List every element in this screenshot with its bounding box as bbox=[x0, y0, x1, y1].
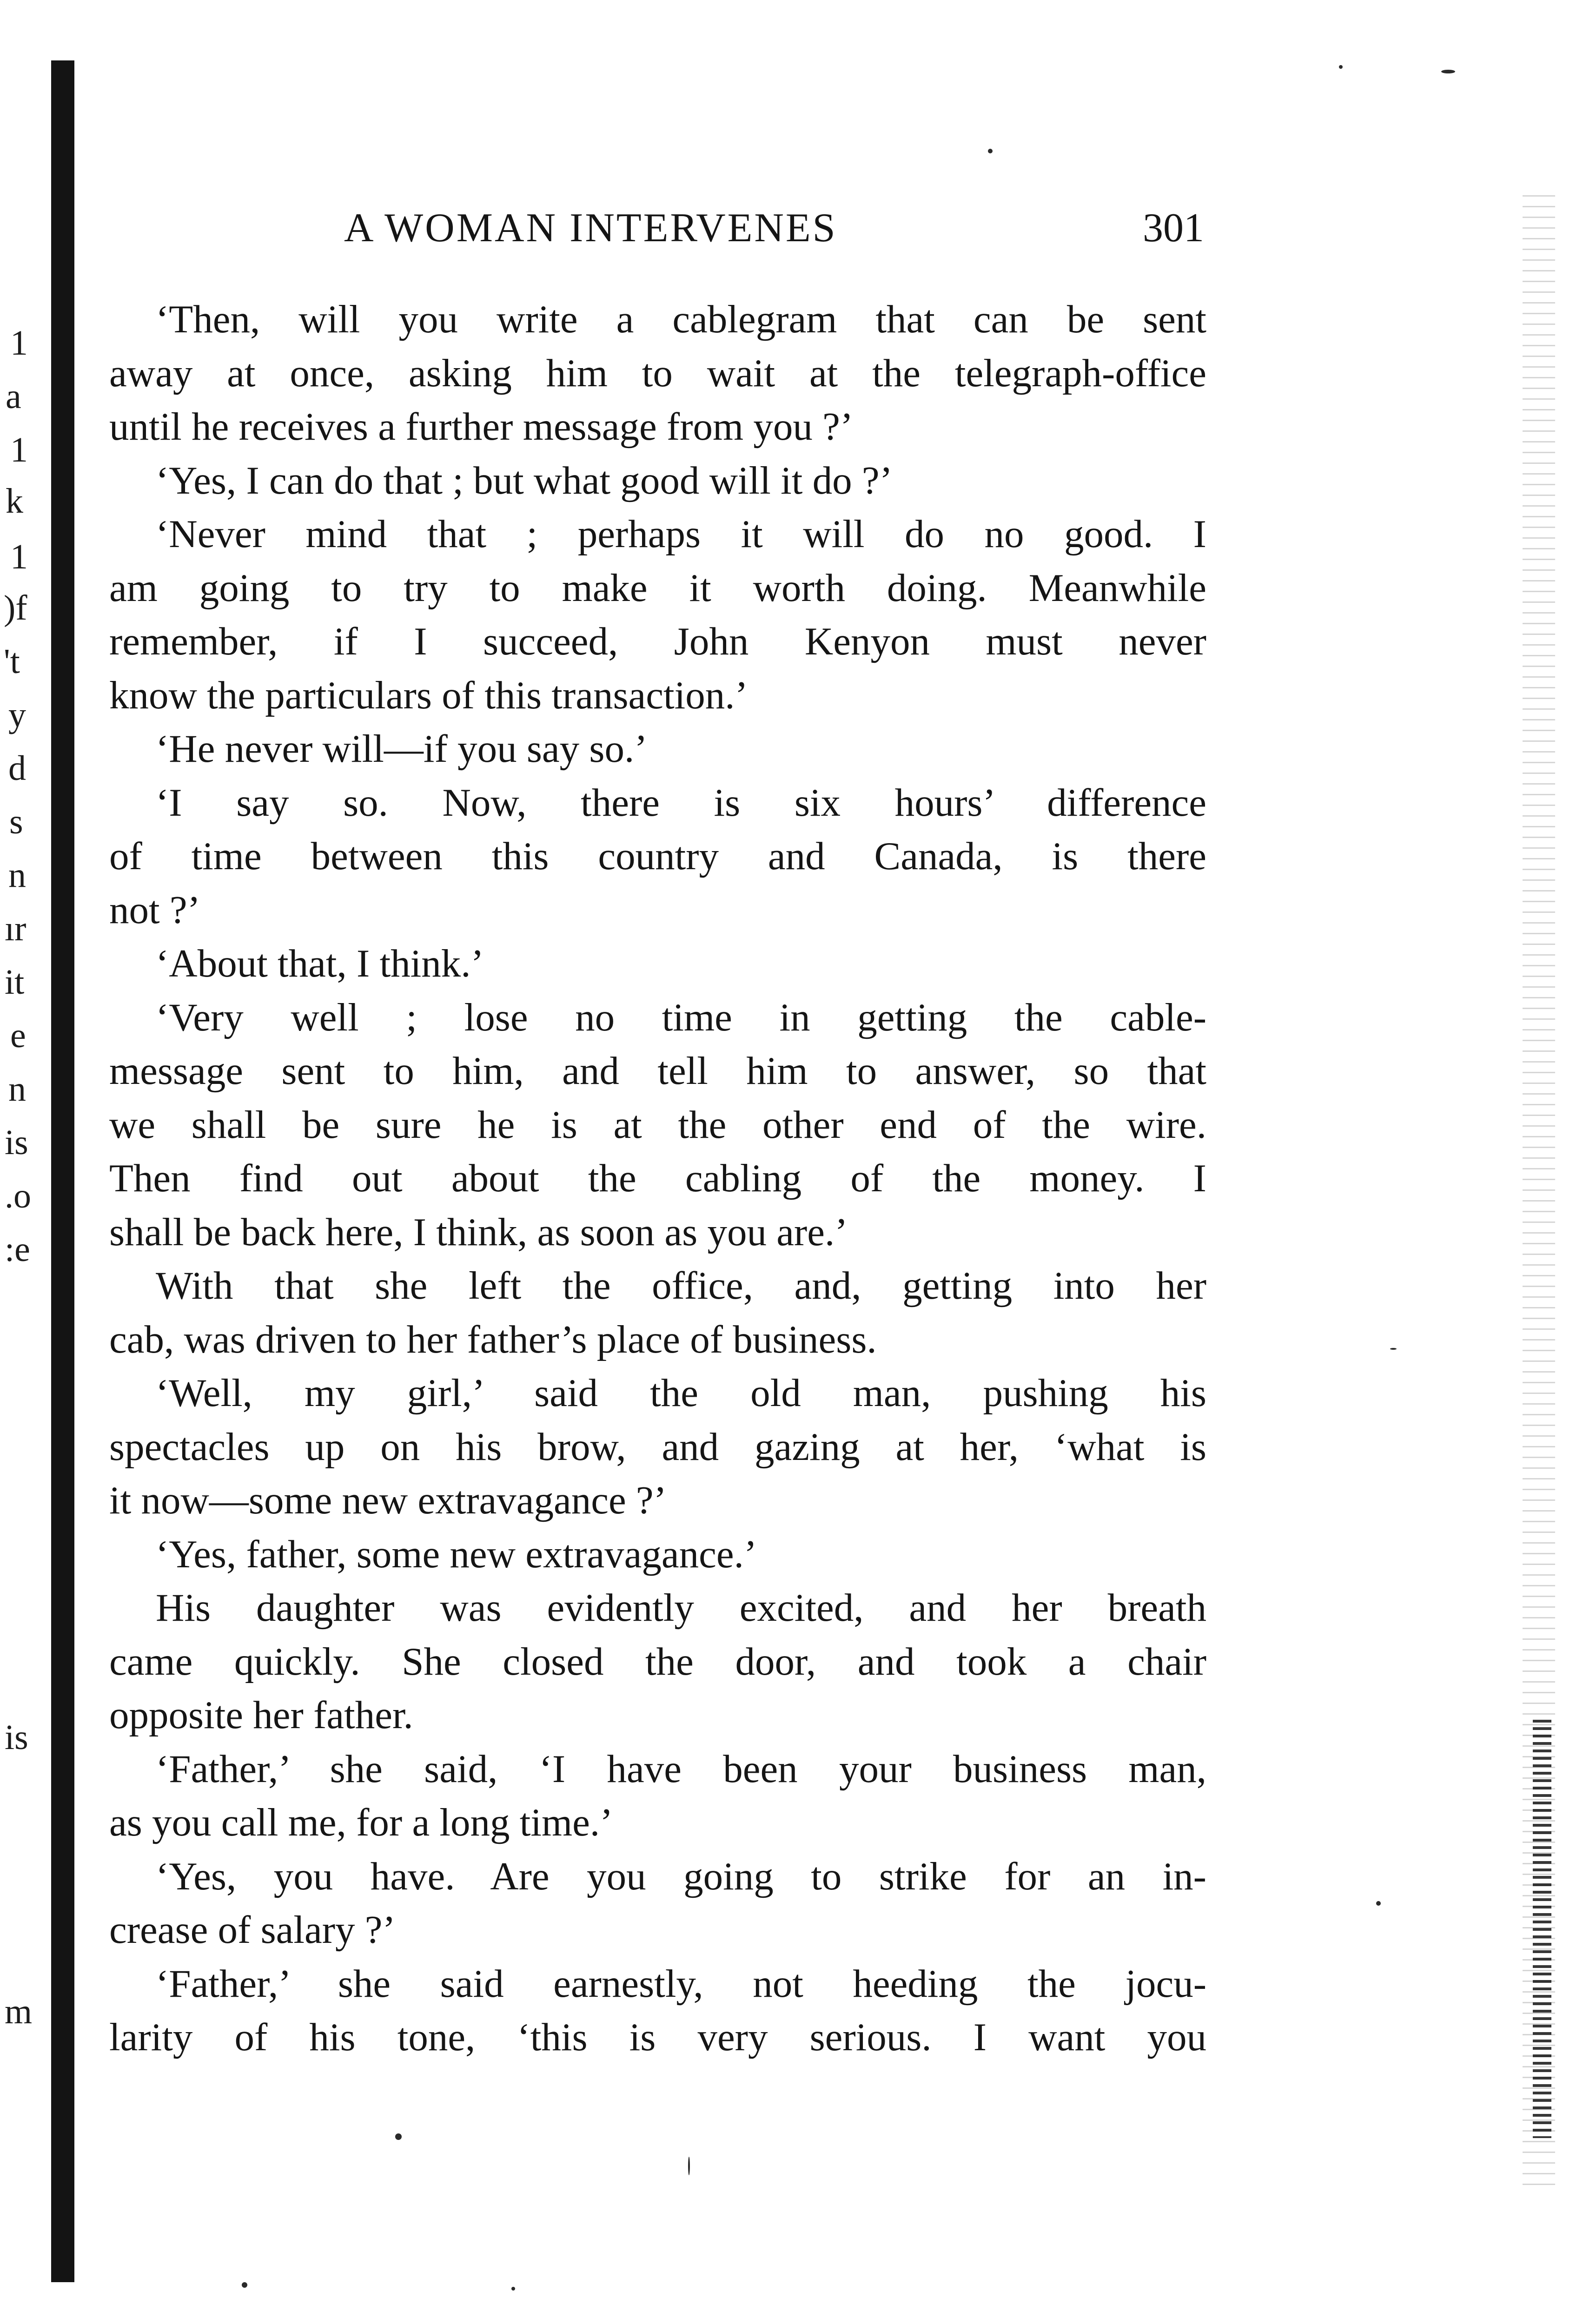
text-line: cab, was driven to her father’s place of business. bbox=[109, 1317, 877, 1361]
margin-fragment: 1 bbox=[10, 430, 28, 469]
text-line: we shall be sure he is at the other end of the wire. bbox=[109, 1103, 1206, 1147]
text-line: His daughter was evidently excited, and her breath bbox=[156, 1586, 1206, 1630]
margin-fragment: n bbox=[8, 1070, 26, 1109]
text-line: spectacles up on his brow, and gazing at her, ‘what is bbox=[109, 1425, 1206, 1469]
scan-speck bbox=[1376, 1901, 1381, 1906]
margin-fragment: k bbox=[6, 482, 23, 521]
running-head bbox=[344, 205, 1204, 251]
margin-fragment: is bbox=[5, 1123, 28, 1162]
text-line: ‘He never will—if you say so.’ bbox=[156, 727, 648, 771]
scan-speck bbox=[688, 2157, 690, 2175]
scan-speck bbox=[988, 149, 993, 153]
text-line: ‘Yes, I can do that ; but what good will it do ?’ bbox=[156, 458, 893, 502]
scan-speck bbox=[1441, 70, 1455, 73]
binding-shadow bbox=[51, 60, 74, 2282]
text-line: shall be back here, I think, as soon as you are.’ bbox=[109, 1210, 848, 1254]
margin-fragment: e bbox=[10, 1016, 26, 1055]
scan-speck bbox=[1339, 65, 1343, 69]
body-text bbox=[109, 293, 1206, 2065]
margin-fragment: it bbox=[5, 963, 25, 1002]
margin-fragment: m bbox=[5, 1992, 33, 2031]
facing-page-fragments bbox=[0, 0, 51, 2324]
text-line: ‘Very well ; lose no time in getting the cable- bbox=[156, 995, 1206, 1039]
margin-fragment: a bbox=[6, 377, 21, 416]
text-line: Then find out about the cabling of the money. I bbox=[109, 1156, 1206, 1200]
margin-fragment: )f bbox=[4, 588, 27, 627]
margin-fragment: is bbox=[5, 1718, 28, 1757]
text-line: it now—some new extravagance ?’ bbox=[109, 1479, 667, 1522]
margin-fragment: 't bbox=[4, 642, 20, 681]
text-line: opposite her father. bbox=[109, 1693, 413, 1737]
text-line: not ?’ bbox=[109, 888, 200, 932]
text-line: know the particulars of this transaction.’ bbox=[109, 673, 748, 717]
text-line: as you call me, for a long time.’ bbox=[109, 1801, 613, 1844]
scan-speck bbox=[1390, 1348, 1397, 1350]
scan-speck bbox=[395, 2133, 402, 2140]
margin-fragment: :e bbox=[5, 1230, 30, 1269]
text-line: ‘About that, I think.’ bbox=[156, 942, 484, 985]
margin-fragment: 1 bbox=[10, 324, 28, 363]
scan-edge-noise-dense bbox=[1533, 1720, 1551, 2138]
text-line: ‘Then, will you write a cablegram that can be sent bbox=[156, 297, 1206, 341]
margin-fragment: ır bbox=[5, 909, 26, 948]
text-line: message sent to him, and tell him to answer, so that bbox=[109, 1049, 1206, 1093]
running-title: A WOMAN INTERVENES bbox=[344, 205, 837, 251]
margin-fragment: .o bbox=[5, 1176, 31, 1215]
text-line: ‘I say so. Now, there is six hours’ difference bbox=[156, 780, 1206, 825]
margin-fragment: d bbox=[8, 749, 26, 788]
text-line: With that she left the office, and, getting into her bbox=[156, 1264, 1206, 1307]
text-line: crease of salary ?’ bbox=[109, 1908, 396, 1952]
scan-speck bbox=[511, 2287, 515, 2291]
text-line: ‘Father,’ she said earnestly, not heeding the jocu- bbox=[156, 1961, 1206, 2006]
text-line: remember, if I succeed, John Kenyon must never bbox=[109, 620, 1206, 663]
margin-fragment: n bbox=[8, 856, 26, 895]
text-line: away at once, asking him to wait at the telegraph-office bbox=[109, 351, 1206, 395]
margin-fragment: 1 bbox=[10, 537, 28, 576]
text-line: am going to try to make it worth doing. Meanwhile bbox=[109, 566, 1206, 610]
text-line: ‘Never mind that ; perhaps it will do no good. I bbox=[156, 512, 1206, 556]
scan-speck bbox=[242, 2282, 247, 2288]
margin-fragment: s bbox=[9, 802, 23, 841]
text-line: ‘Yes, you have. Are you going to strike for an in- bbox=[156, 1854, 1206, 1898]
text-line: ‘Yes, father, some new extravagance.’ bbox=[156, 1532, 757, 1576]
text-line: until he receives a further message from you ?’ bbox=[109, 405, 854, 449]
text-line: ‘Well, my girl,’ said the old man, pushing his bbox=[156, 1371, 1206, 1415]
text-line: larity of his tone, ‘this is very serious. I want you bbox=[109, 2015, 1206, 2059]
page-number: 301 bbox=[1143, 205, 1204, 251]
text-line: ‘Father,’ she said, ‘I have been your business man, bbox=[156, 1747, 1206, 1791]
text-line: came quickly. She closed the door, and took a chair bbox=[109, 1639, 1206, 1684]
margin-fragment: y bbox=[8, 695, 26, 734]
text-line: of time between this country and Canada, is there bbox=[109, 834, 1206, 878]
